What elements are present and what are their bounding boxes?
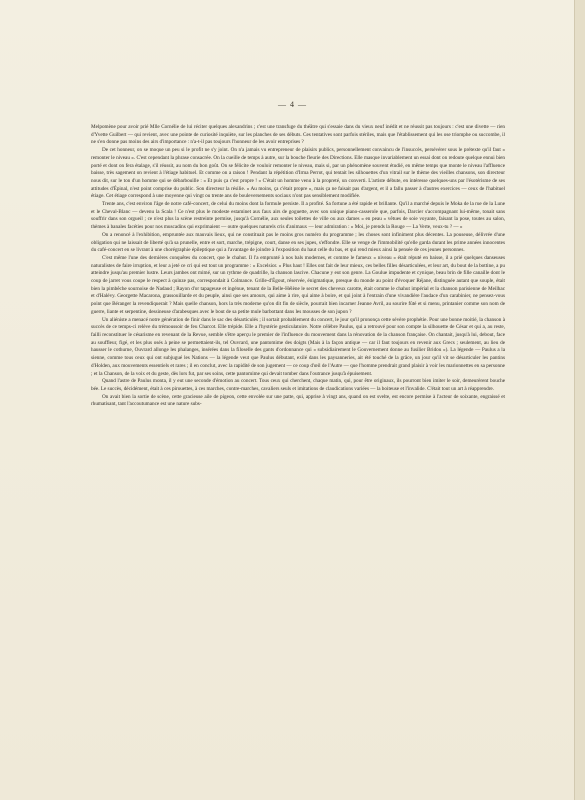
paragraph-7: Quand l'astre de Paulus monta, il y eut une seconde d'émotion au concert. Tous ceux qui cherchent, chaque matin, qui, pour être originaux, ils pourront bien imiter le soir, demeurèrent bouche bée. Le succès, décidément, était à ces pirouettes, à ces marches, contre-marches, cavaliers seuls et imitations de claudications variées — la boiteuse et l'invalide. C'était tout un art à réapprendre. [91, 378, 505, 392]
page-edge [574, 0, 585, 800]
paragraph-6: Un aliéniste a menacé notre génération de finir dans le sac des désarticulés ; il sortait probablement du concert, le jour qu'il prononça cette sévère prophétie. Pour une bonne moitié, la chanson à succès de ce temps-ci relève du trémoussoir de feu Charcot. Elle trépide. Elle a l'hystérie gesticulatoire. Notre célèbre Paulus, qui a retrouvé pour son compte la silhouette de César et qui a, au reste, failli reconstituer le césarisme en revenant de la Revue, semble s'être aperçu le premier de l'influence du mouvement dans la rénovation de la chanson française. On chantait, jusqu'à lui, debout, face au souffleur, figé, et les plus osés à peine se permettaient-ils, tel Ouvrard, une pantomime des doigts (Mais à la façon antique — car il faut toujours en revenir aux Grecs ; seulement, au lieu de hausser le cothurne, Ouvrard allonge les phalanges, insérées dans la filoselle des gants d'ordonnance qui « subsidiairement le Gouvernement donne au fusilier Bridou »). La légende — Paulus a la sienne, comme tous ceux qui ont subjugué les Nations — la légende veut que Paulus débutant, exilé dans les paysanneries, ait été touché de la grâce, un jour qu'il vit se désarticuler les pantins d'Holden, aux mouvements essentiels et rares ; il en conclut, avec la rapidité de son jugement — ce coup d'œil de l'Autre — que l'homme prendrait grand plaisir à voir les marionnettes en sa personne ; et la Chanson, de la voix et du geste, dès lors fut, par ses soins, cette pantomime qui devait tomber dans l'outrance jusqu'à épuisement. [91, 316, 505, 377]
paragraph-3: Trente ans, c'est environ l'âge de notre café-concert, de celui du moins dont la formule persiste. Il a profité. Sa fortune a été rapide et brillante. Qu'il a marché depuis le Moka de la rue de la Lune et le Cheval-Blanc — devenu la Scala ! Ce n'est plus le modeste estaminet aux faux airs de goguette, avec son unique piano-casserole que, parfois, Darcier s'accompagnant lui-même, tonait sans souffrir dans son orgueil ; ce n'est plus la scène restreinte permise, jusqu'à Cornélie, aux seules toilettes de ville ou aux dames « en peau » vêtues de soie voyante, faisant la pose, toutes au salon, thèmes à banales facéties pour nos muscadins qui exprimaient — outre quelques naturels cris d'animaux — leur admiration : « Moi, je prends la Rouge — La Verte, veux-tu ? — » [91, 201, 505, 231]
paragraph-1: Melpomène pour avoir prié Mlle Cornélie de lui réciter quelques alexandrins ; c'est une transfuge du théâtre qui s'essaie dans du vieux neuf inédit et ne réussit pas toujours : c'est une divette — rien d'Yvette Guilbert — qui revient, avec une pointe de curiosité inquiète, sur les planches de ses débuts. Ces tentatives sont parfois stériles, mais que l'établissement qui les ose triomphe ou succombe, il ne s'en donne pas moins des airs d'importance : n'a-t-il pas toujours l'honneur de les avoir entreprises ? [91, 124, 505, 146]
paragraph-8: On avait bien la sortie de scène, cette gracieuse aile de pigeon, cette envolée sur une patte, qui, apprise à vingt ans, quand on est svelte, est encore permise à l'acteur de soixante, engraissé et rhumatisant, tant l'accoutumance est une nature subs- [91, 393, 505, 408]
paragraph-2: De cet honneur, on se moque un peu si le profit ne s'y joint. On n'a jamais vu entrepreneur de plaisirs publics, personnellement convaincu de l'insuccès, persévérer sous le prétexte qu'il faut « remonter le niveau ». C'est cependant la phrase consacrée. On la cueille de temps à autre, sur la bouche fleurie des Directions. Elle masque invariablement un essai dont on redoute quelque ennui bien porté et dont on fera étalage, s'il réussit, au nom du bon goût. On se félicite de vouloir remonter le niveau, mais si, par un phénomène souvent étudié, en même temps que monte le niveau l'affluence baisse, très sagement on revient à l'étiage habituel. Et comme on a raison ! Pendant la répétition d'Irma Perrot, qui tentait les silhouettes d'un vitrail sur le thème des vieilles chansons, son directeur nous dit, sur le ton d'un homme qui se débarbouille : « Et puis ça c'est propre ! » C'était un homme venu à la propreté, un converti. L'artiste débute, en intéresse quelques-uns par l'ésotérisme de ses attitudes d'Épinal, n'est point comprise du public. Son directeur la résilie. « Au moins, ça c'était propre », mais ça ne faisait pas d'argent, et il a fallu passer à d'autres exercices — ceux de l'habituel étiage. Cet étiage correspond à une moyenne qui vingt ou trente ans de bouleversements sociaux n'ont pas sensiblement modifiée. [91, 147, 505, 200]
paragraph-5: C'est même l'une des dernières conquêtes du concert, que le chahut. Il l'a emprunté à nos bals modernes, et comme le fameux « niveau » était réputé en baisse, il a prié quelques danseuses naturalistes de faire irruption, et leur a jeté ce cri qui est tout un programme : « Excelsior. « Plus haut ! Elles ont fait de leur mieux, ces belles filles désarticulées, et leur art, du bout de la bottine, a pu atteindre jusqu'au premier lustre. Leurs jambes ont mimé, sur un rythme de quadrille, la chanson lascive. Chacune y eut son genre. La Goulue impudente et cynique, beau brin de fille canaille dont le coup de jarret vous coupe le respect à quinze pas, correspondait à Colmance. Grille-d'Égout, réservée, énigmatique, presque du monde au point d'évoquer Réjane, distinguée autant que souple, était bien la pimbêche sournoise de Nadaud ; Rayon d'or tapageuse et ingénue, tenant de la Belle-Hélène le secret des cheveux carotte, était comme le chahut impérial et la chanson parisienne de Meilhac et d'Halévy. Georgette Macarona, grassouillarde et du peuple, ainsi que ses amours, qui aime à rire, qui aime à boire, et qui joint à l'entrain d'une vivandière l'audace d'un carabinier, ne pensez-vous point que Béranger la revendiquerait ? Mais quelle chanson, hors la très moderne qu'on dit fin de siècle, pourrait bien incarner Jeanne Avril, au sourire fûté et si menu, printanier comme son nom de guerre, liante et serpentine, dessineuse d'arabesques avec le bout de sa petite mule barbottant dans les mousses de son jupon ? [91, 254, 505, 315]
page-number: — 4 — [278, 100, 307, 109]
paragraph-4: On a renoncé à l'exhibition, empruntée aux mauvais lieux, qui ne constituait pas le moins gros numéro du programme ; les choses sont infiniment plus décentes. La pouseuse, délivrée d'une obligation qui ne laissait de liberté qu'à sa prunelle, entre et sort, marche, trépigne, court, danse en ses jupes, s'effondre. Elle se venge de l'immobilité qu'elle garda durant les prime années innocentes du café-concert en se livrant à une chorégraphie épileptique qui a l'avantage de joindre à l'exposition du haut celle du bas, et qui rend mieux ainsi la pensée de ces jeunes personnes. [91, 231, 505, 254]
body-text [91, 124, 505, 409]
